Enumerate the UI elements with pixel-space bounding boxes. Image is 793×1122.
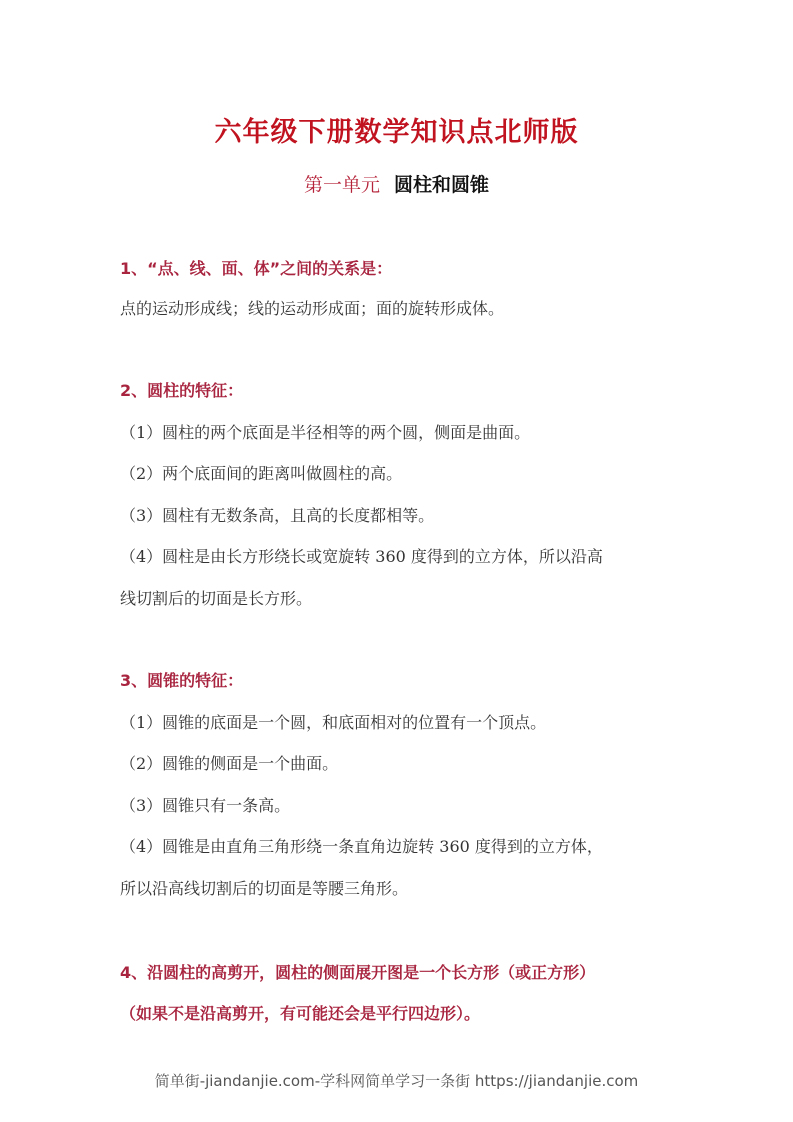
section-4-heading-line-1: 4、沿圆柱的高剪开，圆柱的侧面展开图是一个长方形（或正方形） [120, 963, 596, 982]
section-2-line-5: 线切割后的切面是长方形。 [120, 589, 313, 608]
unit-label: 第一单元 [303, 174, 380, 196]
unit-name: 圆柱和圆锥 [394, 174, 490, 196]
section-1-heading: 1、“点、线、面、体”之间的关系是： [120, 259, 393, 278]
section-3-line-5: 所以沿高线切割后的切面是等腰三角形。 [120, 879, 409, 898]
section-2-heading: 2、圆柱的特征： [120, 381, 244, 400]
section-3-heading: 3、圆锥的特征： [120, 671, 244, 690]
section-2-line-4: （4）圆柱是由长方形绕长或宽旋转 360 度得到的立方体，所以沿高 [120, 547, 603, 566]
section-2-line-1: （1）圆柱的两个底面是半径相等的两个圆，侧面是曲面。 [120, 423, 531, 442]
section-2-line-2: （2）两个底面间的距离叫做圆柱的高。 [120, 464, 403, 483]
section-4-heading-line-2: （如果不是沿高剪开，有可能还会是平行四边形）。 [120, 1004, 481, 1023]
section-2-line-3: （3）圆柱有无数条高，且高的长度都相等。 [120, 506, 435, 525]
page-footer: 简单街-jiandanjie.com-学科网简单学习一条街 https://jiandanjie.com [154, 1072, 639, 1090]
document-title: 六年级下册数学知识点北师版 [214, 117, 579, 148]
section-3-line-3: （3）圆锥只有一条高。 [120, 796, 291, 815]
unit-heading [0, 170, 793, 197]
section-3-line-1: （1）圆锥的底面是一个圆，和底面相对的位置有一个顶点。 [120, 713, 547, 732]
section-3-line-4: （4）圆锥是由直角三角形绕一条直角边旋转 360 度得到的立方体， [120, 837, 603, 856]
section-1-line-1: 点的运动形成线；线的运动形成面；面的旋转形成体。 [120, 299, 505, 318]
section-3-line-2: （2）圆锥的侧面是一个曲面。 [120, 754, 339, 773]
